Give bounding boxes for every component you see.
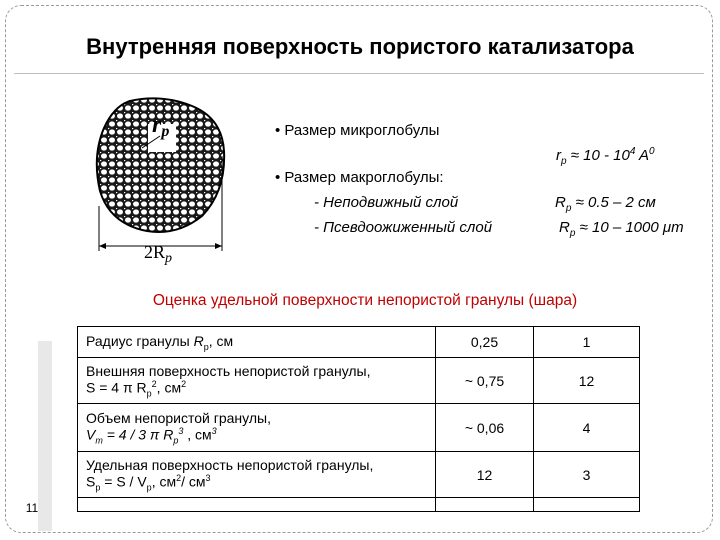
dim-arrow-left [99,243,106,249]
pseudo-layer-value: $R_p \approx 10 - 1000$ μm [559,219,684,239]
row-value-2: 12 [534,358,640,404]
table-heading: Оценка удельной поверхности непористой гранулы (шара) [152,292,578,309]
dim-arrow-right [215,243,222,249]
2rp-label: $2R_p$ [144,242,173,266]
table-row [78,327,640,358]
row-label: Удельная поверхность непористой гранулы, $S_p = S / V_p$, $см^2/$ $см^3$ [78,452,436,498]
table-row [78,452,640,498]
micro-size-value: $r_p \approx 10 - 10^4$ $A^0$ [556,146,655,167]
bullet-macro-title: • Размер макроглобулы: [275,169,444,186]
row-label: Внешняя поверхность непористой гранулы, S = 4 π $R_p^2$, $см^2$ [78,358,436,404]
title-separator [14,73,704,74]
row-value-2: 1 [534,327,640,358]
row-label: Объем непористой гранулы, $V_m = 4 / 3$ π $R_p^3$ , $см^3$ [78,404,436,452]
row-value-1: 12 [436,452,534,498]
row-value-1: 0,25 [436,327,534,358]
row-value-1: ~ 0,75 [436,358,534,404]
pseudo-layer-label: - Псевдоожиженный слой [314,219,493,236]
table-row [78,358,640,404]
granule-table [77,326,640,512]
slide-title: Внутренняя поверхность пористого катализатора [86,34,634,59]
table-row [78,404,640,452]
row-label: Радиус гранулы $R_p$, см [78,327,436,358]
row-value-1: ~ 0,06 [436,404,534,452]
page-number: 11 [25,501,39,515]
row-value-2: 3 [534,452,640,498]
fixed-layer-label: - Неподвижный слой [314,194,459,211]
fixed-layer-value: $R_p \approx 0.5 - 2$ см [555,194,656,214]
row-value-2: 4 [534,404,640,452]
table-row-empty [78,498,640,512]
rp-label: rp [152,112,170,140]
bullet-micro-title: • Размер микроглобулы [275,122,440,139]
